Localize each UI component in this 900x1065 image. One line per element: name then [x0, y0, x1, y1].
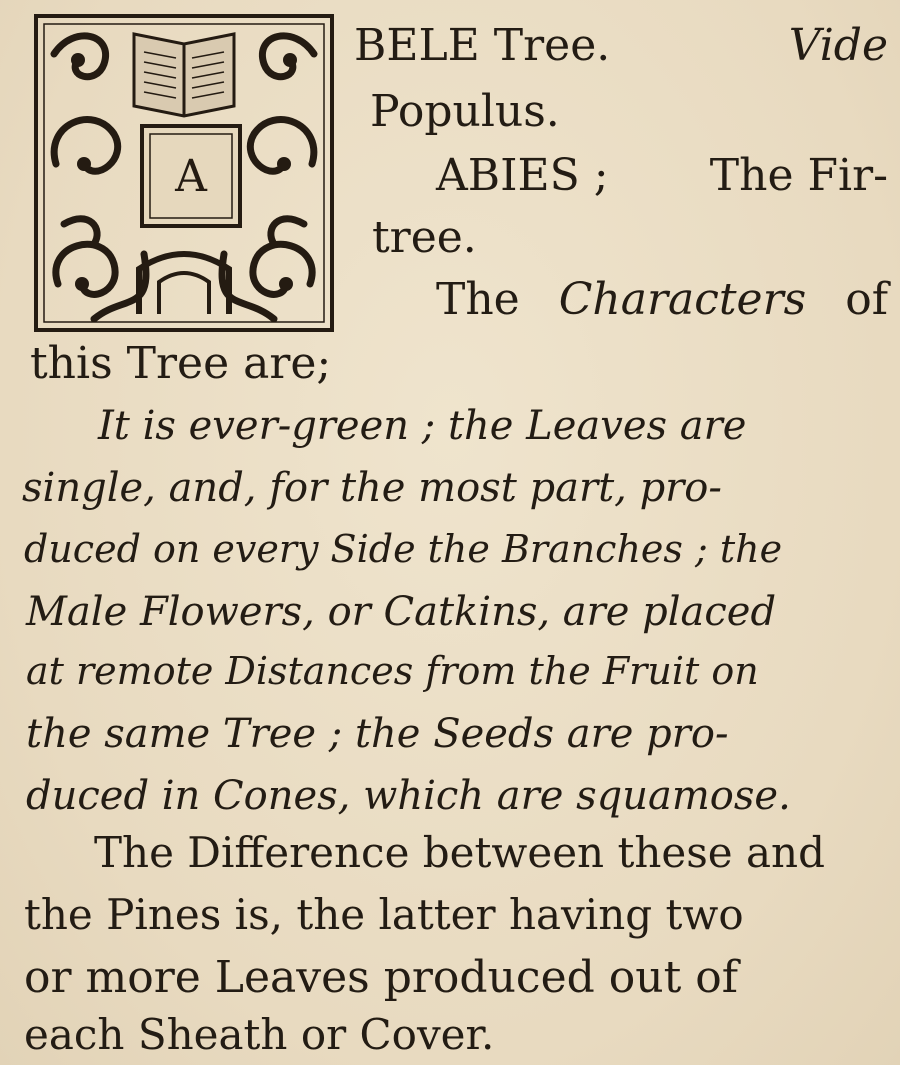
- text-line-14: [94, 828, 825, 877]
- text-line-15: [24, 890, 744, 939]
- text-segment: single, and, for the most part, pro-: [22, 465, 722, 511]
- text-segment: The Difference between these and: [94, 828, 825, 877]
- text-line-3: [436, 150, 888, 201]
- text-line-17: [24, 1010, 495, 1059]
- text-segment: at remote Distances from the Fruit on: [26, 649, 759, 693]
- text-line-4: [372, 212, 477, 263]
- text-segment: the same Tree ; the Seeds are pro-: [26, 711, 729, 757]
- text-line-10: [26, 589, 777, 635]
- text-segment: BELE Tree.: [354, 20, 611, 71]
- text-segment: Populus.: [370, 86, 560, 137]
- decorated-initial: [34, 14, 334, 332]
- text-segment: tree.: [372, 212, 477, 263]
- text-line-2: [370, 86, 560, 137]
- text-segment: this Tree are;: [30, 338, 332, 389]
- text-segment: duced on every Side the Branches ; the: [24, 527, 783, 571]
- text-line-8: [22, 465, 722, 511]
- text-segment: ABIES ;: [436, 150, 609, 201]
- text-line-9: [24, 527, 783, 571]
- text-segment: It is ever-green ; the Leaves are: [98, 403, 747, 449]
- text-line-5: [436, 274, 888, 325]
- text-line-7: [98, 403, 747, 449]
- text-segment: the Pines is, the latter having two: [24, 890, 744, 939]
- text-segment: or more Leaves produced out of: [24, 952, 739, 1003]
- text-line-13: [26, 773, 791, 819]
- text-segment: The: [436, 274, 520, 325]
- text-segment: of: [845, 274, 888, 325]
- ornament-icon: [34, 14, 334, 332]
- text-line-16: [24, 952, 739, 1003]
- text-line-11: [26, 649, 759, 693]
- text-segment: Male Flowers, or Catkins, are placed: [26, 589, 777, 635]
- text-segment: The Fir-: [709, 150, 888, 201]
- text-segment: Characters: [558, 274, 807, 325]
- text-line-6: [30, 338, 332, 389]
- text-segment: each Sheath or Cover.: [24, 1010, 495, 1059]
- text-segment: Vide: [788, 20, 888, 71]
- initial-letter: A: [175, 151, 207, 202]
- text-segment: duced in Cones, which are squamose.: [26, 773, 791, 819]
- text-line-1: [354, 20, 888, 71]
- text-line-12: [26, 711, 729, 757]
